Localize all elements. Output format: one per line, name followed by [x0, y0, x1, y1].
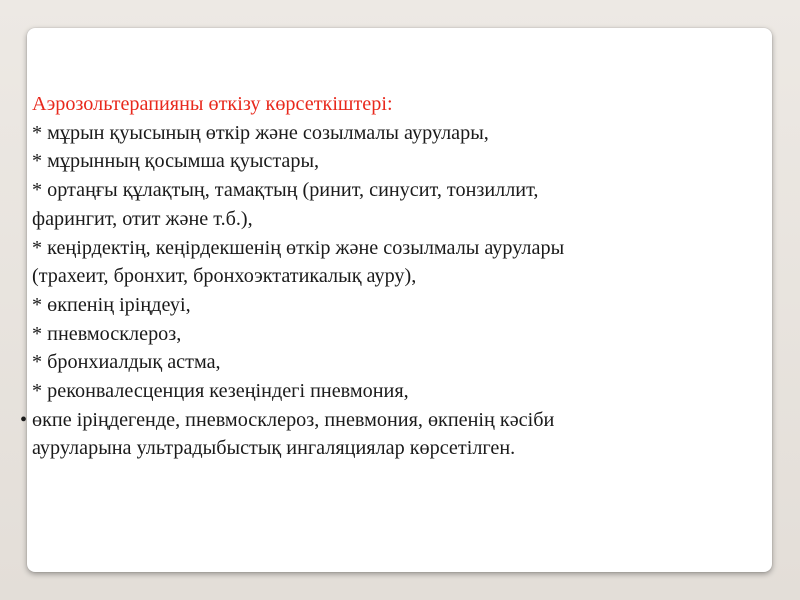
slide-content: [20, 90, 762, 463]
list-item: * өкпенің іріңдеуі,: [32, 293, 191, 316]
list-item: * кеңірдектің, кеңірдекшенің өткір және созылмалы аурулары: [32, 236, 565, 259]
list-item: * ортаңғы құлақтың, тамақтың (ринит, синусит, тонзиллит,: [32, 179, 539, 202]
list-item-continuation: (трахеит, бронхит, бронхоэктатикалық ауру),: [32, 265, 417, 288]
list-item: * мұрынның қосымша қуыстары,: [32, 150, 320, 173]
bullet-line: ауруларына ультрадыбыстық ингаляциялар көрсетілген.: [32, 437, 516, 460]
list-item: * мұрын қуысының өткір және созылмалы аурулары,: [32, 121, 489, 144]
list-item: * бронхиалдық астма,: [32, 351, 221, 374]
bullet-icon: •: [20, 408, 28, 431]
slide-heading: Аэрозольтерапияны өткізу көрсеткіштері:: [32, 93, 393, 115]
bullet-paragraph: [20, 406, 762, 463]
bullet-line: өкпе іріңдегенде, пневмосклероз, пневмония, өкпенің кәсіби: [32, 408, 555, 431]
list-item: * реконвалесценция кезеңіндегі пневмония,: [32, 380, 409, 403]
list-item: * пневмосклероз,: [32, 322, 182, 345]
list-item-continuation: фарингит, отит және т.б.),: [32, 207, 253, 230]
